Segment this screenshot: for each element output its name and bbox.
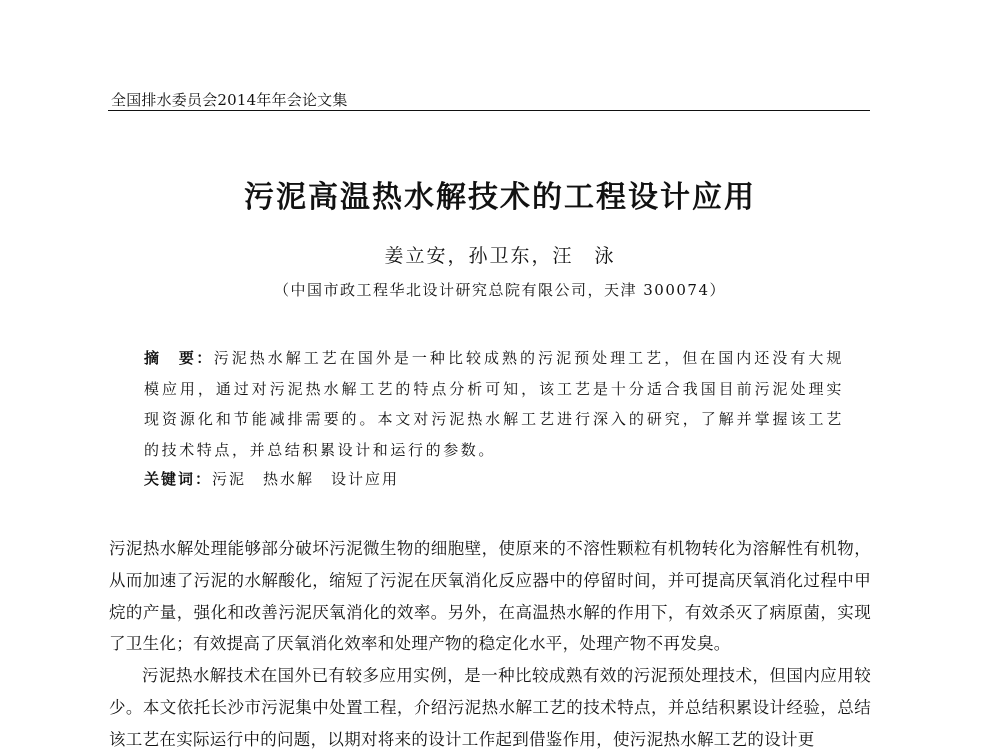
- body-text: [109, 533, 871, 756]
- running-header: 全国排水委员会2014年年会论文集: [111, 91, 348, 109]
- keywords: [144, 468, 844, 489]
- header-rule: [108, 110, 870, 111]
- body-paragraph: 污泥热水解技术在国外已有较多应用实例，是一种比较成熟有效的污泥预处理技术，但国内应用较少。本文依托长沙市污泥集中处置工程，介绍污泥热水解工艺的技术特点，并总结积累设计经验，总结该工艺在实际运行中的问题，以期对将来的设计工作起到借鉴作用，使污泥热水解工艺的设计更: [109, 666, 871, 749]
- paper-title: 污泥高温热水解技术的工程设计应用: [244, 180, 756, 215]
- body-paragraph: 污泥热水解处理能够部分破坏污泥微生物的细胞壁，使原来的不溶性颗粒有机物转化为溶解性有机物，从而加速了污泥的水解酸化，缩短了污泥在厌氧消化反应器中的停留时间，并可提高厌氧消化过程中甲烷的产量，强化和改善污泥厌氧消化的效率。另外，在高温热水解的作用下，有效杀灭了病原菌，实现了卫生化；有效提高了厌氧消化效率和处理产物的稳定化水平，处理产物不再发臭。: [109, 539, 871, 654]
- paper-authors: 姜立安，孙卫东，汪 泳: [384, 245, 616, 267]
- abstract-label: 摘 要：: [144, 349, 214, 367]
- paper-affiliation: （中国市政工程华北设计研究总院有限公司，天津 300074）: [273, 281, 727, 299]
- keywords-text: 污泥 热水解 设计应用: [212, 470, 400, 488]
- keywords-label: 关键词：: [144, 470, 213, 488]
- abstract: [144, 343, 844, 465]
- abstract-text: 污泥热水解工艺在国外是一种比较成熟的污泥预处理工艺，但在国内还没有大规模应用，通过对污泥热水解工艺的特点分析可知，该工艺是十分适合我国目前污泥处理实现资源化和节能减排需要的。本文对污泥热水解工艺进行深入的研究，了解并掌握该工艺的技术特点，并总结积累设计和运行的参数。: [144, 349, 844, 459]
